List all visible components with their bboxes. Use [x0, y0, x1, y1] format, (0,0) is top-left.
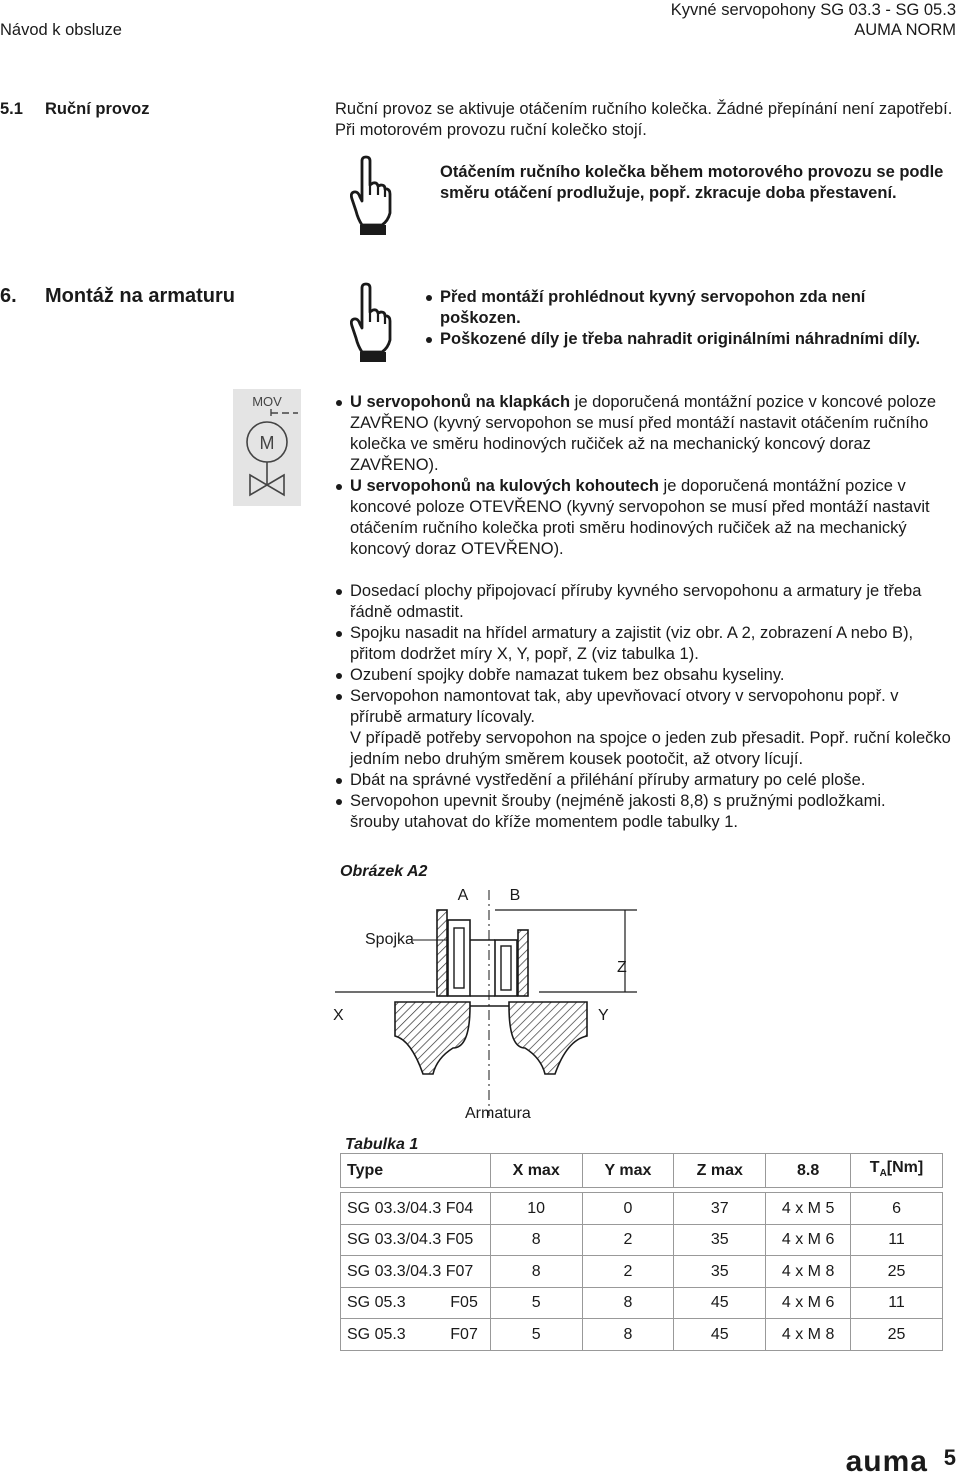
table-cell: 4 x M 5 [766, 1193, 851, 1225]
table-cell: 11 [851, 1224, 943, 1256]
table-cell: 35 [674, 1256, 766, 1288]
list-item-bold: U servopohonů na klapkách [350, 393, 571, 411]
dimension-z-label: Z [617, 959, 627, 976]
hand-pointer-icon [350, 155, 392, 237]
table-cell: 2 [582, 1256, 674, 1288]
valve-actuator-icon [233, 389, 301, 506]
table-cell-type: SG 05.3 [341, 1287, 451, 1319]
figure-caption: Obrázek A2 [340, 863, 428, 880]
list-item: Servopohon upevnit šrouby (nejméně jakosti 8,8) s pružnými podložkami. [335, 791, 955, 812]
list-item [335, 392, 955, 476]
table-caption: Tabulka 1 [345, 1136, 419, 1153]
list-item: Dbát na správné vystředění a přiléhání příruby armatury po celé ploše. [335, 770, 955, 791]
hand-pointer-icon [350, 282, 392, 364]
section-number: 5.1 [0, 100, 23, 118]
auma-logo: auma [845, 1445, 928, 1478]
table-row [341, 1287, 943, 1319]
list-item: Poškozené díly je třeba nahradit originálními náhradními díly. [425, 329, 950, 350]
table-cell-flange: F07 [450, 1319, 490, 1351]
list-item-continuation: šrouby utahovat do kříže momentem podle tabulky 1. [350, 813, 738, 831]
table-cell: 4 x M 6 [766, 1224, 851, 1256]
header-bolt-grade: 8.8 [766, 1154, 851, 1188]
list-item [335, 476, 955, 560]
list-item: Před montáží prohlédnout kyvný servopohon zda není poškozen. [425, 287, 950, 329]
table-row [341, 1224, 943, 1256]
table-cell: 0 [582, 1193, 674, 1225]
section-6-heading [0, 284, 235, 308]
table-header-row [341, 1154, 943, 1188]
header-torque-unit: [Nm] [886, 1158, 924, 1176]
header-product [671, 0, 956, 40]
mounting-steps-list [335, 581, 955, 833]
list-item: Servopohon namontovat tak, aby upevňovací otvory v servopohonu popř. v přírubě armatury lícovaly. [335, 686, 955, 728]
table-cell-type: SG 03.3/04.3 F05 [341, 1224, 491, 1256]
table-cell: 5 [490, 1319, 582, 1351]
header-torque-symbol: T [869, 1158, 880, 1176]
header-product-line2: AUMA NORM [854, 21, 956, 39]
table-cell-type: SG 03.3/04.3 F04 [341, 1193, 491, 1225]
mov-symbol [233, 389, 301, 506]
table-cell: 25 [851, 1319, 943, 1351]
dimension-y-label: Y [598, 1007, 609, 1024]
table-cell: 25 [851, 1256, 943, 1288]
table-cell-flange: F05 [450, 1287, 490, 1319]
table-cell: 8 [490, 1256, 582, 1288]
table-row [341, 1319, 943, 1351]
view-b-label: B [509, 887, 521, 904]
table-cell: 2 [582, 1224, 674, 1256]
table-cell: 4 x M 6 [766, 1287, 851, 1319]
torque-table [340, 1153, 943, 1351]
header-torque [851, 1154, 943, 1188]
table-row [341, 1193, 943, 1225]
table-row [341, 1256, 943, 1288]
list-item-bold: U servopohonů na kulových kohoutech [350, 477, 659, 495]
header-doc-title: Návod k obsluze [0, 21, 122, 39]
list-item: Ozubení spojky dobře namazat tukem bez obsahu kyseliny. [335, 665, 955, 686]
list-item-continuation: V případě potřeby servopohon na spojce o jeden zub přesadit. Popř. ruční kolečko jedním nebo druhým směrem kousek pootočit, až otvory lícují. [350, 729, 951, 768]
table-cell: 6 [851, 1193, 943, 1225]
coupling-diagram [325, 880, 665, 1130]
list-item: Dosedací plochy připojovací příruby kyvného servopohonu a armatury je třeba řádně odmastit. [335, 581, 955, 623]
mounting-position-list [335, 392, 955, 560]
table-cell: 45 [674, 1287, 766, 1319]
page-number: 5 [943, 1445, 956, 1470]
table-cell: 37 [674, 1193, 766, 1225]
motor-label: M [259, 433, 275, 453]
valve-label: Armatura [465, 1105, 531, 1122]
header-product-line1: Kyvné servopohony SG 03.3 - SG 05.3 [670, 1, 956, 19]
table-cell: 8 [582, 1319, 674, 1351]
section-number: 6. [0, 285, 17, 307]
coupling-label: Spojka [365, 931, 414, 948]
table-cell: 35 [674, 1224, 766, 1256]
list-item-text: je doporučená montážní pozice v koncové poloze ZAVŘENO (kyvný servopohon se musí před montáží nastavit otáčením ručního kolečka ve směru hodinových ručiček až na mechanický koncový doraz ZAVŘENO). [350, 393, 937, 474]
section-5-1-text: Ruční provoz se aktivuje otáčením ručního kolečka. Žádné přepínání není zapotřebí. Při motorovém provozu ruční kolečko stojí. [335, 100, 953, 139]
header-y-max: Y max [582, 1154, 674, 1188]
dimension-x-label: X [333, 1007, 344, 1024]
table-cell-type: SG 03.3/04.3 F07 [341, 1256, 491, 1288]
table-cell: 10 [490, 1193, 582, 1225]
table-cell: 4 x M 8 [766, 1319, 851, 1351]
list-item-text: je doporučená montážní pozice v koncové poloze OTEVŘENO (kyvný servopohon se musí před montáží nastavit otáčením ručního kolečka proti směru hodinových ručiček až na mechanický koncový doraz OTEVŘENO). [350, 477, 930, 558]
table-cell: 45 [674, 1319, 766, 1351]
table-cell: 5 [490, 1287, 582, 1319]
header-type: Type [341, 1154, 491, 1188]
table-cell: 8 [582, 1287, 674, 1319]
section-title: Ruční provoz [45, 100, 150, 118]
section-5-1-note: Otáčením ručního kolečka během motorového provozu se podle směru otáčení prodlužuje, popř. zkracuje doba přestavení. [440, 163, 944, 202]
mov-label: MOV [252, 394, 282, 409]
table-cell: 8 [490, 1224, 582, 1256]
view-a-label: A [457, 887, 469, 904]
table-cell-type: SG 05.3 [341, 1319, 451, 1351]
header-torque-subscript: A [879, 1168, 887, 1180]
table-cell: 4 x M 8 [766, 1256, 851, 1288]
table-cell: 11 [851, 1287, 943, 1319]
header-x-max: X max [490, 1154, 582, 1188]
list-item: Spojku nasadit na hřídel armatury a zajistit (viz obr. A 2, zobrazení A nebo B), přitom dodržet míry X, Y, popř, Z (viz tabulka 1). [335, 623, 955, 665]
section-5-1-heading [0, 99, 150, 120]
warning-list [425, 287, 950, 350]
header-z-max: Z max [674, 1154, 766, 1188]
section-title: Montáž na armaturu [45, 285, 236, 307]
